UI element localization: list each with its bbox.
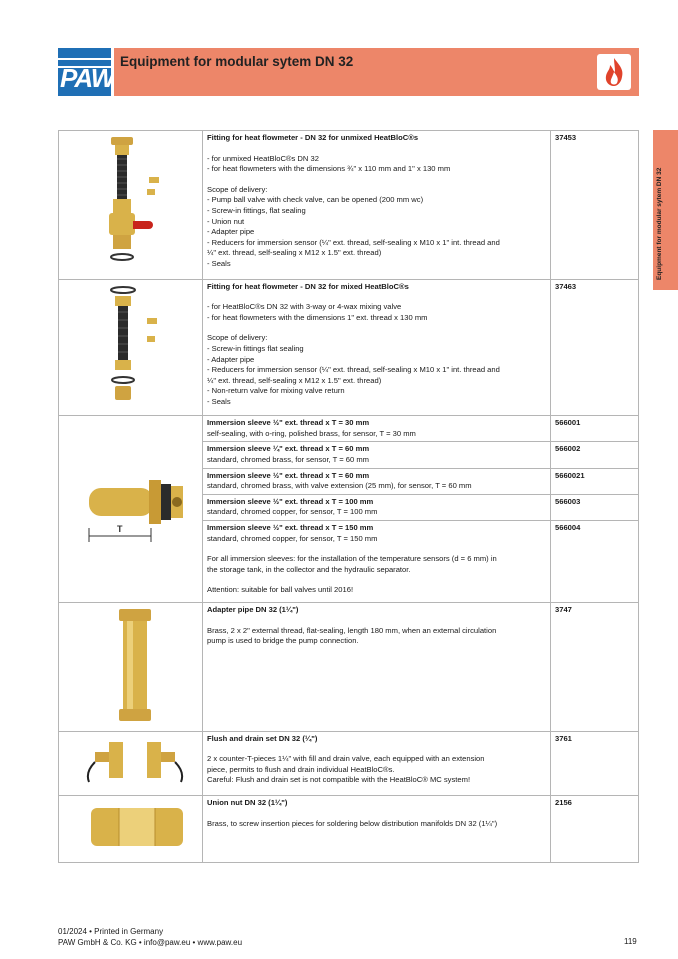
text-line: 2 x counter-T-pieces 1¼" with fill and drain valve, each equipped with an extension bbox=[207, 754, 485, 764]
product-description bbox=[203, 416, 551, 442]
scope-line: - Union nut bbox=[207, 216, 245, 226]
table-row bbox=[59, 416, 639, 442]
scope-title: Scope of delivery: bbox=[207, 184, 268, 194]
product-title: Immersion sleeve ½" ext. thread x T = 60 mm bbox=[207, 470, 370, 480]
article-number: 566004 bbox=[551, 520, 639, 602]
product-description bbox=[203, 468, 551, 494]
table-row bbox=[59, 131, 639, 280]
scope-line: - Reducers for immersion sensor (¼" ext. thread, self-sealing x M10 x 1" int. thread and bbox=[207, 365, 500, 375]
dimension-label: T bbox=[117, 524, 123, 535]
text-line: standard, chromed copper, for sensor, T = 150 mm bbox=[207, 533, 378, 543]
logo-text: PAW bbox=[60, 63, 115, 93]
article-number: 37463 bbox=[551, 279, 639, 416]
article-number: 3747 bbox=[551, 602, 639, 731]
text-line: piece, permits to flush and drain individual HeatBloC®s. bbox=[207, 764, 395, 774]
attention-note: Attention: suitable for ball valves until 2016! bbox=[207, 585, 354, 595]
product-description bbox=[203, 796, 551, 863]
product-title: Union nut DN 32 (1¼") bbox=[207, 798, 288, 808]
product-description bbox=[203, 520, 551, 602]
page-title: Equipment for modular sytem DN 32 bbox=[120, 54, 354, 69]
text-line: - for heat flowmeters with the dimensions 1" ext. thread x 130 mm bbox=[207, 312, 428, 322]
text-line: the storage tank, in the collector and the hydraulic separator. bbox=[207, 564, 411, 574]
scope-line: - Non-return valve for mixing valve return bbox=[207, 386, 345, 396]
scope-line: - Adapter pipe bbox=[207, 227, 255, 237]
product-title: Immersion sleeve ¼" ext. thread x T = 60 mm bbox=[207, 444, 370, 454]
article-number: 37453 bbox=[551, 131, 639, 280]
scope-line: ¼" ext. thread, self-sealing x M12 x 1.5" ext. thread) bbox=[207, 248, 382, 258]
text-line: self-sealing, with o-ring, polished brass, for sensor, T = 30 mm bbox=[207, 428, 416, 438]
table-row bbox=[59, 731, 639, 796]
product-title: Immersion sleeve ½" ext. thread x T = 30 mm bbox=[207, 418, 370, 428]
product-image-adapter-pipe bbox=[59, 602, 203, 731]
side-tab-label: Equipment for modular sytem DN 32 bbox=[656, 167, 663, 280]
scope-line: - Seals bbox=[207, 396, 231, 406]
text-line: - for unmixed HeatBloC®s DN 32 bbox=[207, 153, 319, 163]
product-image-mixed-fitting bbox=[59, 279, 203, 416]
product-image-union-nut bbox=[59, 796, 203, 863]
product-table bbox=[58, 130, 639, 863]
article-number: 5660021 bbox=[551, 468, 639, 494]
product-description bbox=[203, 602, 551, 731]
scope-line: - Screw-in fittings, flat sealing bbox=[207, 205, 306, 215]
table-row bbox=[59, 796, 639, 863]
footer-print-info: 01/2024 • Printed in Germany bbox=[58, 927, 164, 936]
product-title: Fitting for heat flowmeter - DN 32 for mixed HeatBloC®s bbox=[207, 281, 409, 291]
scope-line: - Pump ball valve with check valve, can be opened (200 mm wc) bbox=[207, 195, 424, 205]
article-number: 566003 bbox=[551, 494, 639, 520]
product-title: Immersion sleeve ½" ext. thread x T = 100 mm bbox=[207, 496, 374, 506]
scope-line: - Seals bbox=[207, 258, 231, 268]
scope-line: - Reducers for immersion sensor (¼" ext. thread, self-sealing x M10 x 1" int. thread and bbox=[207, 237, 500, 247]
article-number: 566002 bbox=[551, 442, 639, 468]
product-title: Adapter pipe DN 32 (1¼") bbox=[207, 604, 299, 614]
product-image-unmixed-fitting bbox=[59, 131, 203, 280]
article-number: 2156 bbox=[551, 796, 639, 863]
product-title: Immersion sleeve ½" ext. thread x T = 150 mm bbox=[207, 522, 374, 532]
text-line: standard, chromed brass, with valve extension (25 mm), for sensor, T = 60 mm bbox=[207, 481, 472, 491]
article-number: 3761 bbox=[551, 731, 639, 796]
text-line: standard, chromed brass, for sensor, T = 60 mm bbox=[207, 454, 370, 464]
product-image-flush-drain-set bbox=[59, 731, 203, 796]
product-description bbox=[203, 131, 551, 280]
product-description bbox=[203, 442, 551, 468]
scope-line: ¼" ext. thread, self-sealing x M12 x 1.5" ext. thread) bbox=[207, 375, 382, 385]
table-row bbox=[59, 602, 639, 731]
text-line: - for heat flowmeters with the dimensions ¾" x 110 mm and 1" x 130 mm bbox=[207, 164, 451, 174]
scope-line: - Screw-in fittings flat sealing bbox=[207, 343, 304, 353]
product-image-immersion-sleeve bbox=[59, 416, 203, 603]
side-tab bbox=[653, 130, 678, 290]
scope-title: Scope of delivery: bbox=[207, 333, 268, 343]
text-line: Brass, to screw insertion pieces for soldering below distribution manifolds DN 32 (1¼") bbox=[207, 818, 498, 828]
footer-company: PAW GmbH & Co. KG • info@paw.eu • www.paw.eu bbox=[58, 938, 243, 947]
flame-icon bbox=[597, 54, 631, 90]
product-description bbox=[203, 731, 551, 796]
text-line: - for HeatBloC®s DN 32 with 3-way or 4-wax mixing valve bbox=[207, 302, 402, 312]
product-description bbox=[203, 494, 551, 520]
text-line: For all immersion sleeves: for the installation of the temperature sensors (d = 6 mm) in bbox=[207, 554, 497, 564]
paw-logo bbox=[58, 48, 115, 96]
table-row bbox=[59, 279, 639, 416]
text-line: pump is used to bridge the pump connection. bbox=[207, 636, 359, 646]
footer bbox=[58, 926, 242, 948]
product-description bbox=[203, 279, 551, 416]
product-title: Fitting for heat flowmeter - DN 32 for unmixed HeatBloC®s bbox=[207, 133, 419, 142]
article-number: 566001 bbox=[551, 416, 639, 442]
header-bar bbox=[114, 48, 639, 96]
scope-line: - Adapter pipe bbox=[207, 354, 255, 364]
text-line: Brass, 2 x 2" external thread, flat-sealing, length 180 mm, when an external circulation bbox=[207, 625, 497, 635]
page-number: 119 bbox=[624, 937, 637, 946]
text-line: Careful: Flush and drain set is not compatible with the HeatBloC® MC system! bbox=[207, 775, 471, 785]
product-title: Flush and drain set DN 32 (¼") bbox=[207, 733, 318, 743]
text-line: standard, chromed copper, for sensor, T = 100 mm bbox=[207, 507, 378, 517]
